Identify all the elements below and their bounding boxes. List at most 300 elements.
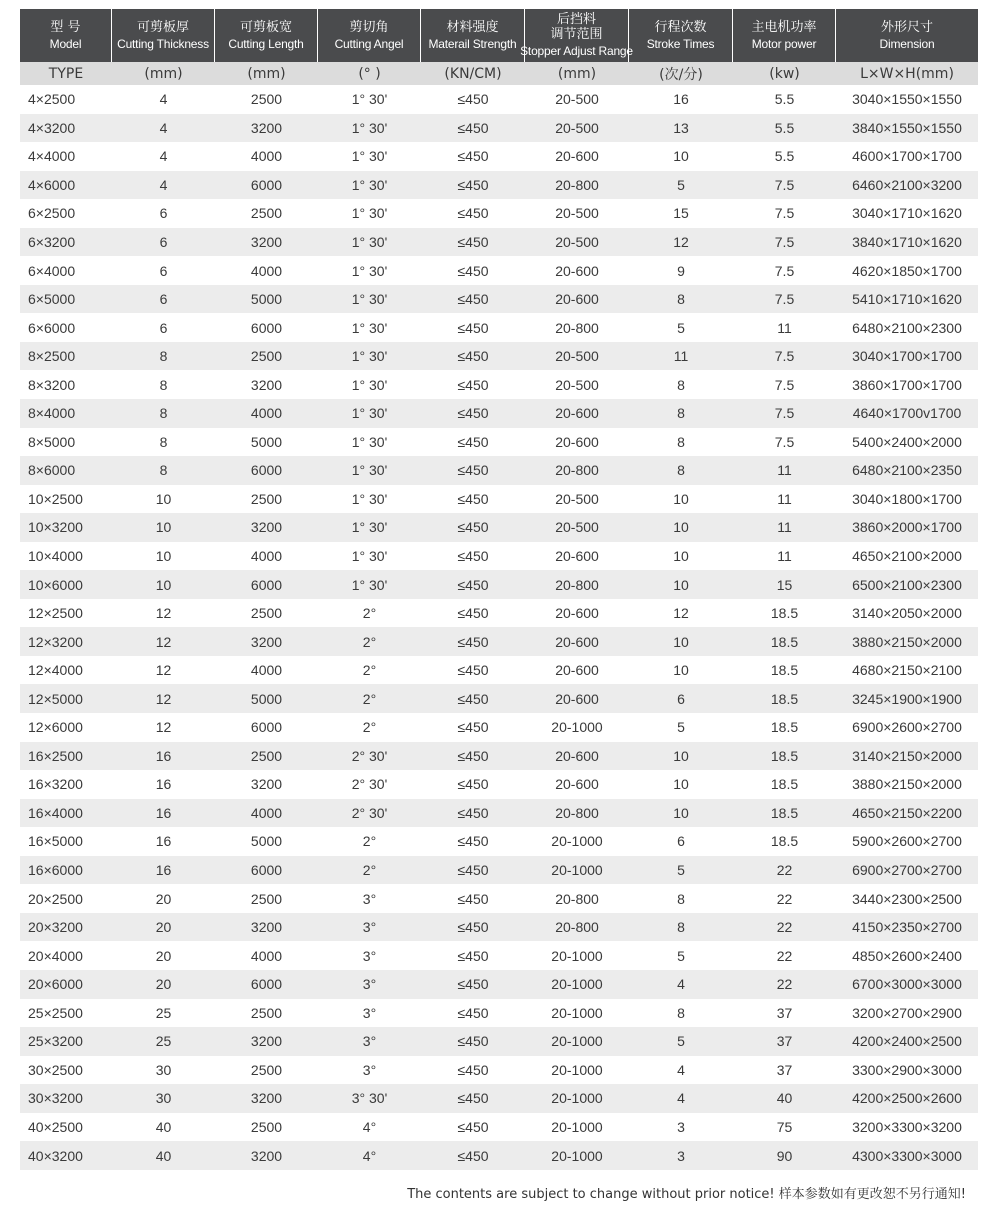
cell-length: 4000 bbox=[250, 947, 283, 964]
cell-motor-power: 7.5 bbox=[774, 405, 795, 422]
table-header bbox=[20, 9, 978, 62]
table-row bbox=[20, 313, 978, 342]
cell-stroke-times: 10 bbox=[673, 576, 689, 593]
cell-angle: 1° 30' bbox=[351, 148, 388, 165]
cell-model: 8×4000 bbox=[28, 405, 76, 422]
cell-thickness: 20 bbox=[155, 947, 172, 964]
header-dimension-en: Dimension bbox=[879, 36, 935, 51]
cell-motor-power: 40 bbox=[776, 1090, 793, 1107]
cell-stopper-range: 20-500 bbox=[555, 348, 599, 365]
cell-stopper-range: 20-800 bbox=[555, 804, 599, 821]
cell-model: 30×3200 bbox=[28, 1090, 83, 1107]
cell-length: 2500 bbox=[250, 348, 283, 365]
cell-strength: ≤450 bbox=[457, 91, 489, 108]
cell-dimension: 4620×1850×1700 bbox=[852, 262, 962, 279]
cell-stopper-range: 20-1000 bbox=[551, 862, 603, 879]
table-body bbox=[20, 85, 978, 1170]
cell-strength: ≤450 bbox=[457, 1118, 489, 1135]
cell-motor-power: 11 bbox=[777, 462, 792, 479]
cell-angle: 1° 30' bbox=[351, 519, 388, 536]
cell-motor-power: 5.5 bbox=[774, 148, 795, 165]
cell-stroke-times: 8 bbox=[677, 890, 685, 907]
cell-motor-power: 22 bbox=[776, 947, 793, 964]
header-length-cn: 可剪板宽 bbox=[239, 19, 292, 35]
cell-model: 6×6000 bbox=[28, 319, 76, 336]
cell-length: 6000 bbox=[250, 976, 283, 993]
cell-model: 8×6000 bbox=[28, 462, 76, 479]
cell-stopper-range: 20-500 bbox=[555, 119, 599, 136]
cell-stopper-range: 20-800 bbox=[555, 462, 599, 479]
cell-length: 2500 bbox=[250, 1061, 283, 1078]
cell-angle: 1° 30' bbox=[351, 119, 388, 136]
table-row bbox=[20, 1056, 978, 1085]
cell-motor-power: 37 bbox=[776, 1033, 793, 1050]
cell-length: 4000 bbox=[250, 662, 283, 679]
header-stroke-times bbox=[629, 9, 733, 62]
cell-model: 10×2500 bbox=[28, 490, 83, 507]
cell-stopper-range: 20-800 bbox=[555, 576, 599, 593]
cell-thickness: 20 bbox=[155, 976, 172, 993]
cell-thickness: 16 bbox=[155, 804, 172, 821]
cell-thickness: 25 bbox=[155, 1004, 172, 1021]
spec-table bbox=[20, 9, 978, 1170]
cell-model: 30×2500 bbox=[28, 1061, 83, 1078]
cell-stopper-range: 20-1000 bbox=[551, 1118, 603, 1135]
cell-length: 5000 bbox=[250, 291, 283, 308]
cell-stopper-range: 20-1000 bbox=[551, 976, 603, 993]
cell-length: 3200 bbox=[250, 234, 283, 250]
unit-strength: (KN/CM) bbox=[444, 65, 502, 82]
cell-length: 2500 bbox=[250, 605, 283, 622]
table-row bbox=[20, 627, 978, 656]
cell-model: 8×3200 bbox=[28, 376, 76, 393]
cell-dimension: 3300×2900×3000 bbox=[852, 1061, 962, 1078]
cell-model: 10×6000 bbox=[28, 576, 83, 593]
table-row bbox=[20, 970, 978, 999]
header-length bbox=[215, 9, 318, 62]
table-row bbox=[20, 770, 978, 799]
cell-model: 40×2500 bbox=[28, 1118, 83, 1135]
cell-angle: 2° bbox=[362, 605, 377, 622]
cell-motor-power: 22 bbox=[776, 862, 793, 879]
header-stroke-times-en: Stroke Times bbox=[646, 36, 715, 51]
cell-thickness: 40 bbox=[155, 1118, 172, 1135]
cell-thickness: 6 bbox=[159, 205, 168, 222]
cell-length: 6000 bbox=[250, 576, 283, 593]
cell-dimension: 3880×2150×2000 bbox=[852, 633, 962, 650]
cell-model: 6×2500 bbox=[28, 205, 76, 222]
cell-dimension: 3200×2700×2900 bbox=[852, 1004, 962, 1021]
cell-dimension: 4200×2400×2500 bbox=[852, 1033, 962, 1050]
cell-thickness: 30 bbox=[155, 1061, 172, 1078]
cell-stopper-range: 20-500 bbox=[555, 490, 599, 507]
cell-angle: 2° bbox=[362, 833, 377, 850]
cell-stopper-range: 20-800 bbox=[555, 890, 599, 907]
cell-strength: ≤450 bbox=[457, 1061, 489, 1078]
cell-stopper-range: 20-600 bbox=[555, 747, 599, 764]
cell-stopper-range: 20-600 bbox=[555, 262, 599, 279]
cell-thickness: 12 bbox=[155, 662, 172, 679]
table-row bbox=[20, 85, 978, 114]
cell-length: 3200 bbox=[250, 633, 283, 650]
cell-thickness: 12 bbox=[155, 605, 172, 622]
table-row bbox=[20, 1084, 978, 1113]
cell-stopper-range: 20-1000 bbox=[551, 1004, 603, 1021]
cell-motor-power: 7.5 bbox=[774, 376, 795, 393]
cell-stroke-times: 8 bbox=[677, 1004, 685, 1021]
cell-angle: 1° 30' bbox=[351, 376, 388, 393]
cell-stroke-times: 10 bbox=[673, 804, 689, 821]
cell-motor-power: 75 bbox=[776, 1118, 793, 1135]
cell-strength: ≤450 bbox=[457, 662, 489, 679]
cell-motor-power: 90 bbox=[776, 1147, 793, 1164]
cell-strength: ≤450 bbox=[457, 262, 489, 279]
cell-dimension: 4680×2150×2100 bbox=[852, 662, 962, 679]
cell-stroke-times: 8 bbox=[677, 462, 685, 479]
cell-angle: 4° bbox=[362, 1147, 377, 1164]
header-thickness bbox=[112, 9, 215, 62]
cell-motor-power: 18.5 bbox=[770, 719, 799, 736]
cell-thickness: 6 bbox=[159, 319, 168, 336]
cell-stroke-times: 12 bbox=[673, 234, 689, 250]
cell-stroke-times: 5 bbox=[677, 862, 685, 879]
cell-model: 12×6000 bbox=[28, 719, 83, 736]
cell-angle: 1° 30' bbox=[351, 91, 388, 108]
cell-strength: ≤450 bbox=[457, 462, 489, 479]
cell-length: 4000 bbox=[250, 804, 283, 821]
cell-motor-power: 7.5 bbox=[774, 234, 795, 250]
cell-dimension: 4650×2100×2000 bbox=[852, 548, 962, 565]
cell-dimension: 3440×2300×2500 bbox=[852, 890, 962, 907]
cell-length: 3200 bbox=[250, 1090, 283, 1107]
cell-stroke-times: 10 bbox=[673, 747, 689, 764]
cell-thickness: 25 bbox=[155, 1033, 172, 1050]
cell-stopper-range: 20-800 bbox=[555, 319, 599, 336]
cell-dimension: 3880×2150×2000 bbox=[852, 776, 962, 793]
cell-stroke-times: 8 bbox=[677, 433, 685, 450]
cell-length: 6000 bbox=[250, 462, 283, 479]
cell-angle: 2° 30' bbox=[351, 804, 388, 821]
cell-thickness: 10 bbox=[155, 576, 172, 593]
cell-angle: 2° bbox=[362, 862, 377, 879]
cell-angle: 2° bbox=[362, 662, 377, 679]
unit-stroke-times: (次/分) bbox=[659, 66, 703, 83]
header-motor-power-en: Motor power bbox=[751, 36, 817, 51]
cell-length: 5000 bbox=[250, 690, 283, 707]
cell-length: 2500 bbox=[250, 890, 283, 907]
cell-motor-power: 18.5 bbox=[770, 633, 799, 650]
table-row bbox=[20, 542, 978, 571]
cell-motor-power: 7.5 bbox=[774, 433, 795, 450]
cell-strength: ≤450 bbox=[457, 1004, 489, 1021]
cell-thickness: 10 bbox=[155, 519, 172, 536]
header-stroke-times-cn: 行程次数 bbox=[654, 19, 707, 35]
cell-thickness: 8 bbox=[159, 433, 168, 450]
cell-model: 20×3200 bbox=[28, 919, 83, 936]
cell-stopper-range: 20-600 bbox=[555, 291, 599, 308]
cell-thickness: 8 bbox=[159, 405, 168, 422]
cell-stroke-times: 3 bbox=[677, 1147, 685, 1164]
cell-stroke-times: 5 bbox=[677, 176, 685, 193]
cell-angle: 1° 30' bbox=[351, 548, 388, 565]
cell-length: 3200 bbox=[250, 919, 283, 936]
cell-stopper-range: 20-500 bbox=[555, 519, 599, 536]
cell-stroke-times: 5 bbox=[677, 1033, 685, 1050]
cell-motor-power: 7.5 bbox=[774, 348, 795, 365]
cell-angle: 1° 30' bbox=[351, 319, 388, 336]
header-stopper-range-en: Stopper Adjust Range bbox=[520, 44, 633, 58]
cell-strength: ≤450 bbox=[457, 862, 489, 879]
header-model-en: Model bbox=[49, 36, 82, 51]
cell-thickness: 4 bbox=[159, 119, 168, 136]
table-row bbox=[20, 485, 978, 514]
unit-stopper-range: (mm) bbox=[557, 65, 597, 82]
cell-stopper-range: 20-800 bbox=[555, 919, 599, 936]
table-row bbox=[20, 713, 978, 742]
cell-dimension: 6500×2100×2300 bbox=[852, 576, 962, 593]
cell-thickness: 20 bbox=[155, 919, 172, 936]
table-row bbox=[20, 656, 978, 685]
cell-angle: 1° 30' bbox=[351, 490, 388, 507]
cell-model: 16×2500 bbox=[28, 747, 83, 764]
cell-model: 20×2500 bbox=[28, 890, 83, 907]
cell-dimension: 4300×3300×3000 bbox=[852, 1147, 962, 1164]
table-row bbox=[20, 941, 978, 970]
cell-motor-power: 22 bbox=[776, 890, 793, 907]
table-row bbox=[20, 570, 978, 599]
cell-stopper-range: 20-1000 bbox=[551, 833, 603, 850]
cell-length: 5000 bbox=[250, 433, 283, 450]
table-row bbox=[20, 1113, 978, 1142]
table-row bbox=[20, 256, 978, 285]
cell-stopper-range: 20-1000 bbox=[551, 947, 603, 964]
cell-angle: 1° 30' bbox=[351, 176, 388, 193]
cell-dimension: 6480×2100×2300 bbox=[852, 319, 962, 336]
cell-model: 16×4000 bbox=[28, 804, 83, 821]
cell-motor-power: 7.5 bbox=[774, 176, 795, 193]
cell-strength: ≤450 bbox=[457, 291, 489, 308]
cell-stopper-range: 20-600 bbox=[555, 605, 599, 622]
cell-length: 4000 bbox=[250, 548, 283, 565]
cell-stroke-times: 10 bbox=[673, 519, 689, 536]
header-thickness-cn: 可剪板厚 bbox=[136, 19, 189, 35]
cell-stopper-range: 20-600 bbox=[555, 633, 599, 650]
cell-strength: ≤450 bbox=[457, 1147, 489, 1164]
cell-strength: ≤450 bbox=[457, 548, 489, 565]
cell-stroke-times: 8 bbox=[677, 405, 685, 422]
cell-thickness: 12 bbox=[155, 633, 172, 650]
table-row bbox=[20, 171, 978, 200]
cell-model: 12×5000 bbox=[28, 690, 83, 707]
cell-model: 16×3200 bbox=[28, 776, 83, 793]
cell-length: 4000 bbox=[250, 262, 283, 279]
cell-strength: ≤450 bbox=[457, 319, 489, 336]
table-row bbox=[20, 370, 978, 399]
cell-strength: ≤450 bbox=[457, 776, 489, 793]
disclaimer-note: The contents are subject to change without prior notice! 样本参数如有更改恕不另行通知! bbox=[407, 1187, 966, 1202]
cell-angle: 3° 30' bbox=[351, 1090, 388, 1107]
cell-motor-power: 15 bbox=[776, 576, 793, 593]
cell-length: 6000 bbox=[250, 862, 283, 879]
cell-dimension: 3860×1700×1700 bbox=[852, 376, 962, 393]
cell-stopper-range: 20-800 bbox=[555, 176, 599, 193]
cell-stopper-range: 20-600 bbox=[555, 433, 599, 450]
cell-model: 16×6000 bbox=[28, 862, 83, 879]
cell-model: 4×3200 bbox=[28, 119, 76, 136]
cell-model: 40×3200 bbox=[28, 1147, 83, 1164]
cell-dimension: 3245×1900×1900 bbox=[852, 690, 962, 707]
cell-angle: 3° bbox=[362, 947, 377, 964]
cell-dimension: 6900×2700×2700 bbox=[852, 862, 962, 879]
cell-motor-power: 18.5 bbox=[770, 833, 799, 850]
cell-thickness: 8 bbox=[159, 348, 168, 365]
cell-model: 6×5000 bbox=[28, 291, 76, 308]
cell-motor-power: 22 bbox=[776, 976, 793, 993]
cell-strength: ≤450 bbox=[457, 576, 489, 593]
header-stopper-range bbox=[520, 9, 633, 62]
cell-model: 20×4000 bbox=[28, 947, 83, 964]
cell-motor-power: 11 bbox=[777, 548, 792, 565]
cell-dimension: 6900×2600×2700 bbox=[852, 719, 962, 736]
cell-thickness: 6 bbox=[159, 234, 168, 250]
cell-strength: ≤450 bbox=[457, 976, 489, 993]
table-row bbox=[20, 285, 978, 314]
cell-stroke-times: 8 bbox=[677, 291, 685, 308]
cell-stroke-times: 10 bbox=[673, 633, 689, 650]
cell-length: 3200 bbox=[250, 776, 283, 793]
cell-stopper-range: 20-600 bbox=[555, 148, 599, 165]
cell-length: 3200 bbox=[250, 1147, 283, 1164]
cell-strength: ≤450 bbox=[457, 947, 489, 964]
cell-model: 4×2500 bbox=[28, 91, 76, 108]
cell-strength: ≤450 bbox=[457, 433, 489, 450]
cell-length: 6000 bbox=[250, 319, 283, 336]
cell-angle: 1° 30' bbox=[351, 462, 388, 479]
cell-dimension: 3200×3300×3200 bbox=[852, 1118, 962, 1135]
header-angle-en: Cutting Angel bbox=[334, 36, 404, 51]
header-stopper-range-cn: 后挡料 调节范围 bbox=[550, 12, 603, 42]
cell-stroke-times: 11 bbox=[673, 348, 689, 365]
table-row bbox=[20, 684, 978, 713]
cell-stroke-times: 13 bbox=[673, 119, 689, 136]
cell-thickness: 40 bbox=[155, 1147, 172, 1164]
cell-motor-power: 5.5 bbox=[774, 91, 795, 108]
unit-model: TYPE bbox=[48, 65, 84, 82]
cell-stopper-range: 20-500 bbox=[555, 234, 599, 250]
cell-length: 2500 bbox=[250, 1118, 283, 1135]
cell-motor-power: 7.5 bbox=[774, 205, 795, 222]
header-thickness-en: Cutting Thickness bbox=[117, 36, 209, 51]
table-row bbox=[20, 114, 978, 143]
cell-thickness: 6 bbox=[159, 291, 168, 308]
cell-stroke-times: 6 bbox=[677, 690, 685, 707]
cell-dimension: 3840×1550×1550 bbox=[852, 119, 962, 136]
cell-dimension: 4200×2500×2600 bbox=[852, 1090, 962, 1107]
cell-angle: 2° 30' bbox=[351, 776, 388, 793]
cell-angle: 1° 30' bbox=[351, 291, 388, 308]
table-row bbox=[20, 827, 978, 856]
table-row bbox=[20, 199, 978, 228]
cell-thickness: 16 bbox=[155, 833, 172, 850]
unit-motor-power: (kw) bbox=[769, 65, 800, 82]
cell-stopper-range: 20-500 bbox=[555, 205, 599, 222]
cell-strength: ≤450 bbox=[457, 376, 489, 393]
cell-dimension: 3140×2050×2000 bbox=[852, 605, 962, 622]
header-strength-en: Materail Strength bbox=[428, 36, 517, 51]
cell-thickness: 8 bbox=[159, 462, 168, 479]
cell-stroke-times: 10 bbox=[673, 490, 689, 507]
cell-strength: ≤450 bbox=[457, 405, 489, 422]
cell-angle: 1° 30' bbox=[351, 262, 388, 279]
cell-stroke-times: 15 bbox=[673, 205, 689, 222]
cell-stroke-times: 9 bbox=[677, 262, 685, 279]
cell-length: 2500 bbox=[250, 490, 283, 507]
cell-model: 12×4000 bbox=[28, 662, 83, 679]
cell-length: 4000 bbox=[250, 148, 283, 165]
cell-stopper-range: 20-500 bbox=[555, 376, 599, 393]
cell-dimension: 4600×1700×1700 bbox=[852, 148, 962, 165]
cell-motor-power: 11 bbox=[777, 490, 792, 507]
cell-stopper-range: 20-1000 bbox=[551, 1147, 603, 1164]
cell-strength: ≤450 bbox=[457, 919, 489, 936]
cell-model: 8×5000 bbox=[28, 433, 76, 450]
cell-stroke-times: 10 bbox=[673, 148, 689, 165]
cell-dimension: 3140×2150×2000 bbox=[852, 747, 962, 764]
cell-length: 3200 bbox=[250, 1033, 283, 1050]
cell-dimension: 4640×1700v1700 bbox=[852, 405, 962, 422]
cell-thickness: 16 bbox=[155, 862, 172, 879]
cell-dimension: 5410×1710×1620 bbox=[852, 291, 962, 308]
cell-stroke-times: 5 bbox=[677, 947, 685, 964]
unit-thickness: (mm) bbox=[144, 65, 183, 82]
cell-motor-power: 11 bbox=[777, 519, 792, 536]
cell-strength: ≤450 bbox=[457, 234, 489, 250]
cell-angle: 1° 30' bbox=[351, 576, 388, 593]
cell-motor-power: 18.5 bbox=[770, 605, 799, 622]
cell-angle: 1° 30' bbox=[351, 205, 388, 222]
cell-stroke-times: 8 bbox=[677, 919, 685, 936]
cell-stopper-range: 20-1000 bbox=[551, 1061, 603, 1078]
cell-model: 4×4000 bbox=[28, 148, 76, 165]
header-dimension-cn: 外形尺寸 bbox=[880, 19, 933, 35]
table-row bbox=[20, 1027, 978, 1056]
table-row bbox=[20, 799, 978, 828]
table-row bbox=[20, 742, 978, 771]
cell-motor-power: 37 bbox=[776, 1061, 793, 1078]
cell-motor-power: 18.5 bbox=[770, 662, 799, 679]
cell-strength: ≤450 bbox=[457, 119, 489, 136]
cell-model: 16×5000 bbox=[28, 833, 83, 850]
cell-strength: ≤450 bbox=[457, 205, 489, 222]
cell-model: 25×2500 bbox=[28, 1004, 83, 1021]
cell-length: 5000 bbox=[250, 833, 283, 850]
cell-model: 10×3200 bbox=[28, 519, 83, 536]
header-strength-cn: 材料强度 bbox=[446, 19, 499, 35]
cell-strength: ≤450 bbox=[457, 148, 489, 165]
cell-stroke-times: 4 bbox=[677, 976, 685, 993]
cell-stopper-range: 20-600 bbox=[555, 405, 599, 422]
cell-thickness: 30 bbox=[155, 1090, 172, 1107]
cell-strength: ≤450 bbox=[457, 176, 489, 193]
cell-model: 12×3200 bbox=[28, 633, 83, 650]
cell-angle: 1° 30' bbox=[351, 234, 388, 250]
header-dimension bbox=[836, 9, 978, 62]
cell-thickness: 6 bbox=[159, 262, 168, 279]
cell-dimension: 6460×2100×3200 bbox=[852, 176, 962, 193]
cell-angle: 3° bbox=[362, 1061, 377, 1078]
table-row bbox=[20, 399, 978, 428]
cell-dimension: 6700×3000×3000 bbox=[852, 976, 962, 993]
